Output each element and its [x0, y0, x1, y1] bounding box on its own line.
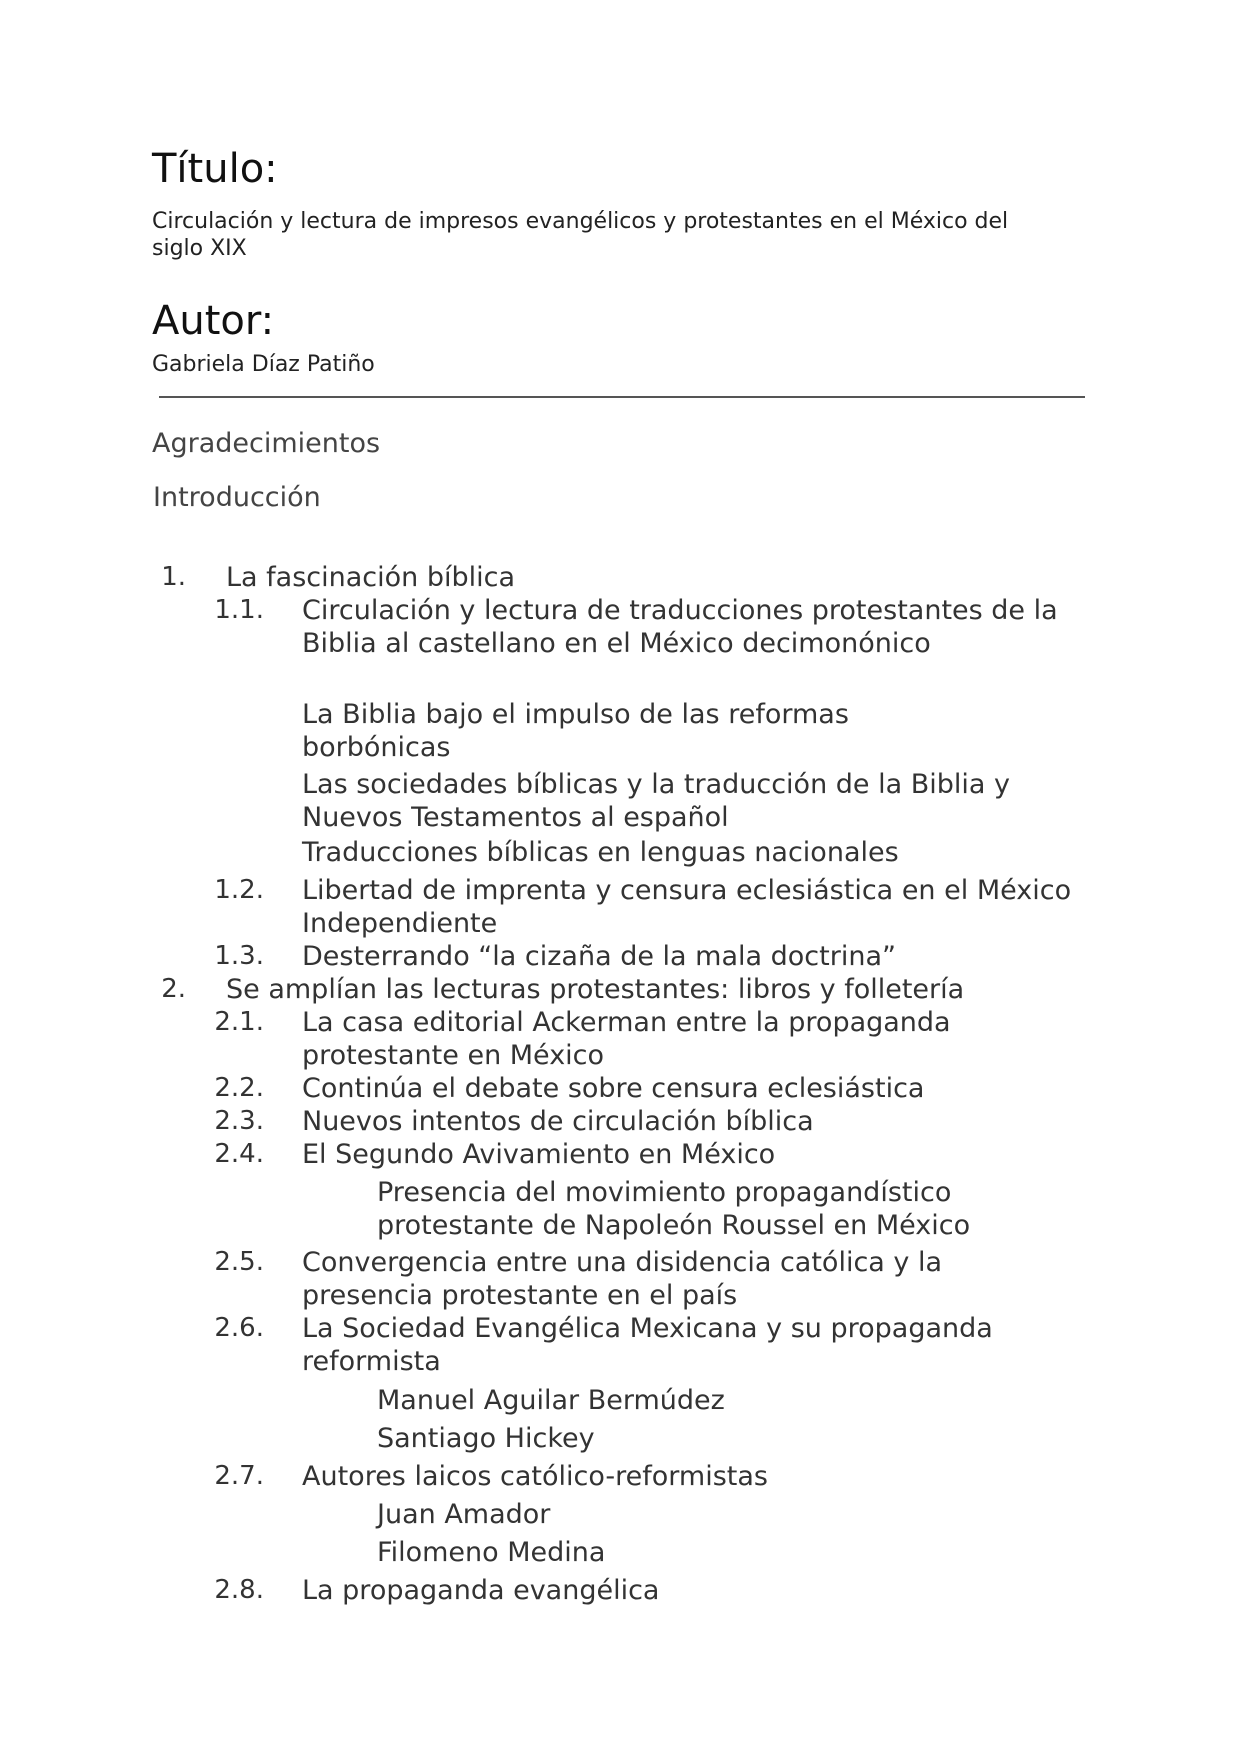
toc-section: El Segundo Avivamiento en México	[302, 1139, 776, 1170]
toc-section: Autores laicos católico-reformistas	[302, 1461, 768, 1492]
toc-chapter: La fascinación bíblica	[226, 562, 516, 593]
toc-subsection: Traducciones bíblicas en lenguas nacionales	[302, 837, 899, 868]
thesis-title: Circulación y lectura de impresos evangélicos y protestantes en el México del siglo XIX	[152, 209, 1009, 261]
toc-chapter: Se amplían las lecturas protestantes: libros y folletería	[226, 974, 965, 1005]
toc-subsection: Santiago Hickey	[377, 1423, 595, 1454]
toc-section: La propaganda evangélica	[302, 1575, 660, 1606]
toc-section: La Sociedad Evangélica Mexicana y su propaganda reformista	[302, 1313, 993, 1377]
toc-section: Desterrando “la cizaña de la mala doctrina”	[302, 941, 896, 972]
toc-subsection: Presencia del movimiento propagandístico protestante de Napoleón Roussel en México	[377, 1177, 971, 1241]
divider-line	[159, 396, 1085, 398]
toc-number: 2.	[161, 974, 186, 1004]
toc-introduction: Introducción	[153, 482, 321, 513]
author-name: Gabriela Díaz Patiño	[152, 352, 375, 377]
author-heading: Autor:	[152, 298, 275, 344]
toc-subsection: Manuel Aguilar Bermúdez	[377, 1385, 725, 1416]
title-heading: Título:	[152, 146, 278, 192]
toc-section: Nuevos intentos de circulación bíblica	[302, 1106, 814, 1137]
toc-section: La casa editorial Ackerman entre la propaganda protestante en México	[302, 1007, 951, 1071]
toc-number: 2.2.	[214, 1073, 264, 1103]
toc-section: Circulación y lectura de traducciones protestantes de la Biblia al castellano en el México decimonónico	[302, 595, 1058, 659]
toc-subsection: Las sociedades bíblicas y la traducción de la Biblia y Nuevos Testamentos al español	[302, 769, 1010, 833]
toc-section: Convergencia entre una disidencia católica y la presencia protestante en el país	[302, 1247, 943, 1311]
toc-number: 2.3.	[214, 1106, 264, 1136]
toc-number: 2.6.	[214, 1313, 264, 1343]
toc-number: 1.2.	[214, 875, 264, 905]
toc-section: Continúa el debate sobre censura eclesiástica	[302, 1073, 925, 1104]
toc-number: 2.1.	[214, 1007, 264, 1037]
toc-section: Libertad de imprenta y censura eclesiástica en el México Independiente	[302, 875, 1072, 939]
toc-number: 2.7.	[214, 1461, 264, 1491]
toc-number: 1.1.	[214, 595, 264, 625]
toc-number: 2.8.	[214, 1575, 264, 1605]
toc-number: 1.3.	[214, 941, 264, 971]
toc-acknowledgements: Agradecimientos	[152, 428, 381, 459]
toc-number: 1.	[161, 562, 186, 592]
toc-number: 2.4.	[214, 1139, 264, 1169]
toc-subsection: Juan Amador	[377, 1499, 551, 1530]
toc-subsection: Filomeno Medina	[377, 1537, 606, 1568]
toc-subsection: La Biblia bajo el impulso de las reformas borbónicas	[302, 699, 849, 763]
toc-number: 2.5.	[214, 1247, 264, 1277]
